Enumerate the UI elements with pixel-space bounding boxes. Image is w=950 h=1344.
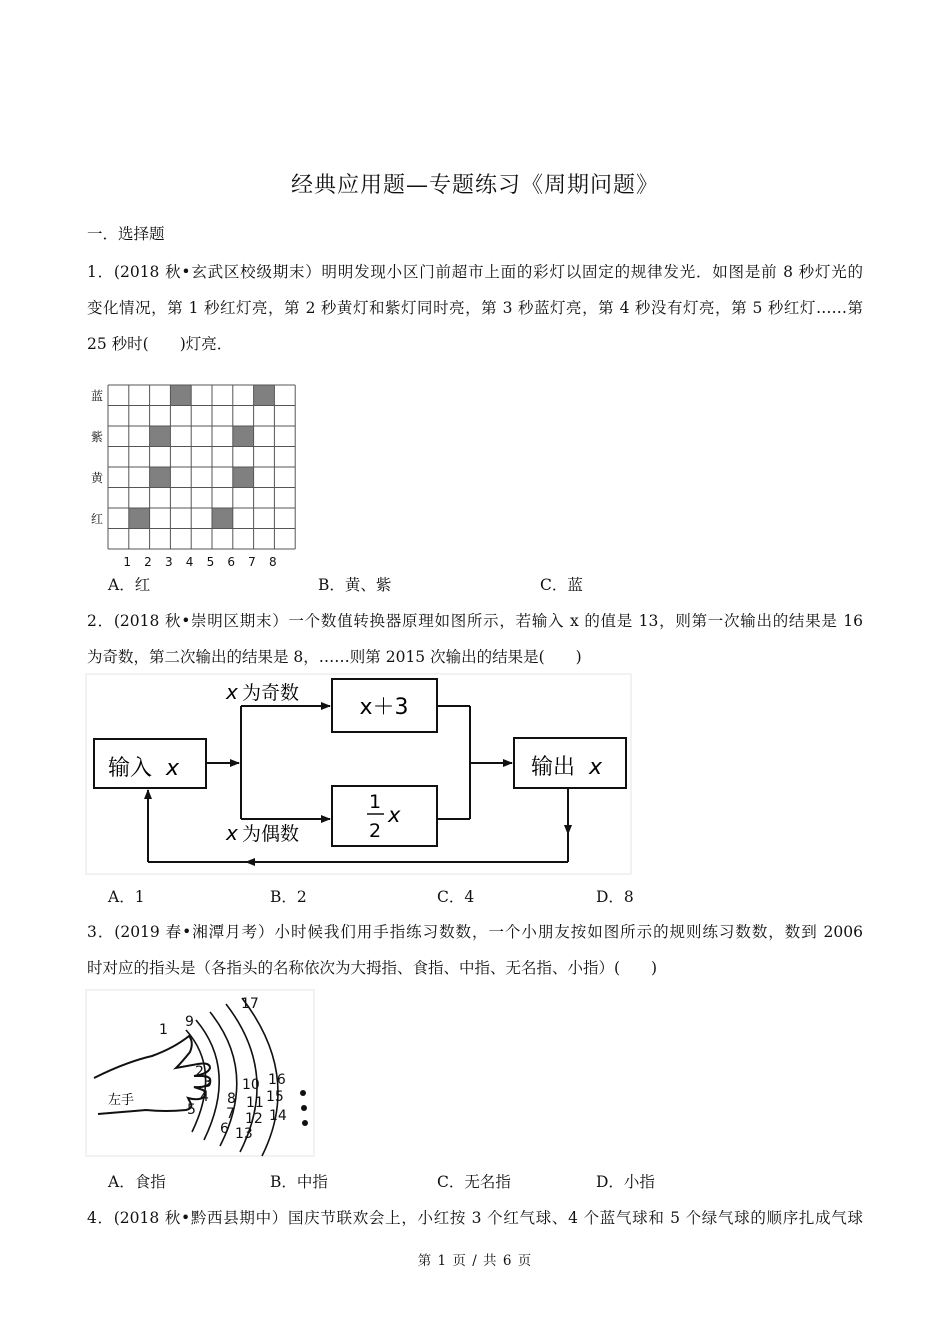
col-label: 7 — [248, 555, 256, 569]
q3-text-line1: 3．(2019 春•湘潭月考）小时候我们用手指练习数数，一个小朋友按如图所示的规则练习数数，数到 2006 — [87, 923, 863, 941]
lit-cell — [212, 508, 233, 529]
finger-count-number: 7 — [226, 1106, 235, 1122]
q2-text-line1: 2．(2018 秋•崇明区期末）一个数值转换器原理如图所示，若输入 x 的值是 13，则第一次输出的结果是 16 — [87, 612, 863, 630]
finger-count-number: 16 — [268, 1072, 286, 1088]
q2-option-d[interactable]: D．8 — [596, 888, 634, 906]
col-label: 3 — [164, 555, 173, 569]
col-label: 1 — [123, 555, 132, 569]
row-label: 紫 — [91, 430, 104, 444]
q2-option-c[interactable]: C．4 — [437, 888, 475, 906]
finger-count-number: 3 — [203, 1075, 212, 1091]
q2-option-b[interactable]: B．2 — [270, 888, 307, 906]
q3-finger-counting-figure — [86, 990, 314, 1156]
row-label: 蓝 — [91, 389, 104, 403]
col-label: 8 — [268, 555, 277, 569]
odd-expression: x＋3 — [359, 695, 409, 720]
lit-cell — [129, 508, 150, 529]
q1-text-line3: 25 秒时( )灯亮． — [87, 335, 233, 353]
q3-text-line2: 时对应的指头是（各指头的名称依次为大拇指、食指、中指、无名指、小指）( ) — [87, 959, 658, 977]
finger-count-number: 12 — [245, 1111, 263, 1127]
finger-count-number: 14 — [269, 1108, 287, 1124]
fraction-denominator: 2 — [368, 820, 382, 842]
row-label: 黄 — [91, 471, 104, 485]
hand-label: 左手 — [108, 1093, 135, 1108]
finger-count-number: 15 — [266, 1089, 284, 1105]
finger-count-number: 17 — [241, 996, 259, 1012]
col-label: 6 — [227, 555, 236, 569]
row-label: 红 — [91, 512, 104, 526]
fraction-numerator: 1 — [368, 791, 382, 813]
lit-cell — [150, 467, 171, 488]
q3-option-a[interactable]: A．食指 — [108, 1173, 166, 1191]
q1-option-c[interactable]: C．蓝 — [540, 576, 583, 594]
q1-text-line2: 变化情况，第 1 秒红灯亮，第 2 秒黄灯和紫灯同时亮，第 3 秒蓝灯亮，第 4 秒没有灯亮，第 5 秒红灯……第 — [87, 299, 863, 317]
page-title: 经典应用题—专题练习《周期问题》 — [290, 173, 659, 198]
q3-option-c[interactable]: C．无名指 — [437, 1173, 511, 1191]
q1-option-a[interactable]: A．红 — [108, 576, 151, 594]
lit-cell — [233, 426, 254, 447]
finger-count-number: 2 — [195, 1064, 204, 1080]
input-label: 输入 — [108, 756, 153, 781]
section-heading: 一．选择题 — [87, 225, 165, 243]
q3-option-d[interactable]: D．小指 — [596, 1173, 655, 1191]
q3-option-b[interactable]: B．中指 — [270, 1173, 328, 1191]
lit-cell — [254, 385, 275, 406]
finger-count-number: 6 — [220, 1121, 229, 1137]
page-footer: 第 1 页 / 共 6 页 — [417, 1253, 533, 1269]
odd-var: x — [226, 680, 238, 704]
finger-count-number: 11 — [246, 1095, 264, 1111]
q1-light-grid-figure — [86, 373, 286, 569]
odd-branch-label: 为奇数 — [242, 682, 300, 704]
finger-count-number: 9 — [185, 1014, 194, 1030]
finger-count-number: 13 — [235, 1126, 253, 1142]
output-var: x — [589, 755, 603, 780]
finger-count-number: 1 — [159, 1022, 168, 1038]
q2-text-line2: 为奇数，第二次输出的结果是 8，……则第 2015 次输出的结果是( ) — [87, 648, 582, 666]
q4-text-line1: 4．(2018 秋•黔西县期中）国庆节联欢会上，小红按 3 个红气球、4 个蓝气球和 5 个绿气球的顺序扎成气球 — [87, 1209, 863, 1227]
q1-option-b[interactable]: B．黄、紫 — [318, 576, 392, 594]
lit-cell — [170, 385, 191, 406]
lit-cell — [150, 426, 171, 447]
lit-cell — [233, 467, 254, 488]
finger-count-number: 10 — [242, 1077, 260, 1093]
finger-count-number: 4 — [200, 1089, 209, 1105]
input-var: x — [166, 756, 180, 781]
col-label: 5 — [206, 555, 215, 569]
finger-count-number: 5 — [187, 1102, 196, 1118]
q1-text-line1: 1．(2018 秋•玄武区校级期末）明明发现小区门前超市上面的彩灯以固定的规律发光．如图是前 8 秒灯光的 — [87, 263, 863, 281]
output-label: 输出 — [531, 755, 576, 780]
finger-count-number: 8 — [227, 1091, 236, 1107]
q2-option-a[interactable]: A．1 — [108, 888, 145, 906]
even-var: x — [226, 821, 238, 845]
q2-converter-flowchart — [86, 674, 631, 874]
even-branch-label: 为偶数 — [242, 823, 300, 845]
even-var-expr: x — [388, 803, 401, 827]
col-label: 4 — [185, 555, 194, 569]
col-label: 2 — [144, 555, 152, 569]
